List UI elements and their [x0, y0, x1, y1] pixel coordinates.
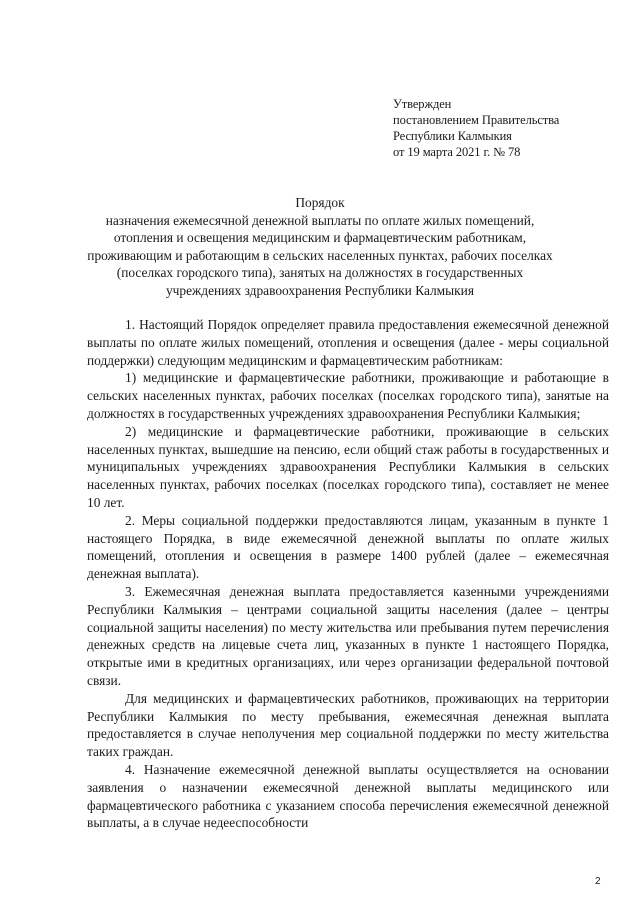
approval-line-1: Утвержден	[393, 97, 452, 111]
title-line-3: проживающим и работающим в сельских населенных пунктах, рабочих поселках	[87, 247, 553, 263]
paragraph-1-item-1: 1) медицинские и фармацевтические работники, проживающие и работающие в сельских населенных пунктах, рабочих поселках (поселках городского типа), занятые на должностях в государственных учреждениях здравоохранения Республики Калмыкия;	[87, 370, 609, 421]
approval-stamp	[393, 96, 559, 160]
title-heading: Порядок	[295, 195, 345, 210]
approval-line-2: постановлением Правительства	[393, 113, 560, 127]
paragraph-1-item-2: 2) медицинские и фармацевтические работники, проживающие в сельских населенных пунктах, вышедшие на пенсию, если общий стаж работы в государственных и муниципальных учреждениях здравоохранения Республики Калмыкия в сельских населенных пунктах, рабочих поселках (поселках городского типа), составляет не менее 10 лет.	[87, 423, 609, 510]
paragraph-3-continued: Для медицинских и фармацевтических работников, проживающих на территории Республики Калмыкия по месту пребывания, ежемесячная денежная выплата предоставляется в случае неполучения мер социальной поддержки по месту жительства таких граждан.	[87, 690, 609, 760]
paragraph-2: 2. Меры социальной поддержки предоставляются лицам, указанным в пункте 1 настоящего Порядка, в виде ежемесячной денежной выплаты по оплате жилых помещений, отопления и освещения в размере 1400 рублей (далее – ежемесячная денежная выплата).	[87, 512, 609, 582]
page-number: 2	[595, 876, 601, 887]
approval-line-4: от 19 марта 2021 г. № 78	[393, 145, 521, 159]
document-title	[80, 194, 560, 300]
paragraph-3: 3. Ежемесячная денежная выплата предоставляется казенными учреждениями Республики Калмыкия – центрами социальной защиты населения (далее – центры социальной защиты населения) по месту жительства или пребывания путем перечисления денежных средств на лицевые счета лиц, указанных в пункте 1 настоящего Порядка, открытые ими в кредитных организациях, или через организации федеральной почтовой связи.	[87, 583, 609, 688]
paragraph-4: 4. Назначение ежемесячной денежной выплаты осуществляется на основании заявления о назначении ежемесячной денежной выплаты медицинского или фармацевтического работника с указанием способа перечисления ежемесячной денежной выплаты, а в случае недееспособности	[87, 761, 609, 831]
paragraph-1: 1. Настоящий Порядок определяет правила предоставления ежемесячной денежной выплаты по оплате жилых помещений, отопления и освещения (далее - меры социальной поддержки) следующим медицинским и фармацевтическим работникам:	[87, 317, 609, 368]
title-line-4: (поселках городского типа), занятых на должностях в государственных	[116, 265, 524, 281]
document-body	[87, 316, 609, 832]
title-line-1: назначения ежемесячной денежной выплаты по оплате жилых помещений,	[105, 212, 535, 228]
approval-line-3: Республики Калмыкия	[393, 129, 512, 143]
title-line-2: отопления и освещения медицинским и фармацевтическим работникам,	[113, 230, 527, 246]
title-line-5: учреждениях здравоохранения Республики Калмыкия	[165, 282, 474, 298]
